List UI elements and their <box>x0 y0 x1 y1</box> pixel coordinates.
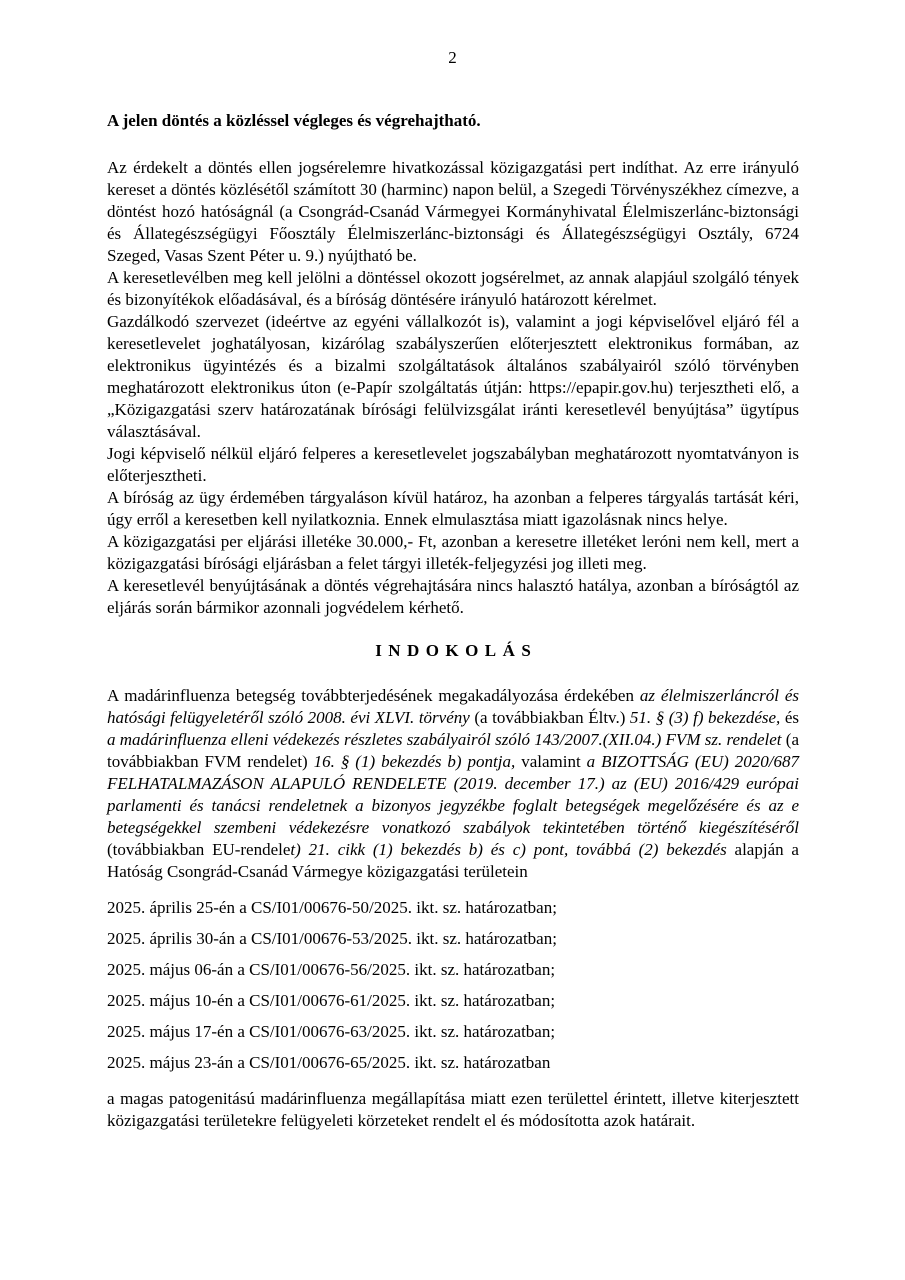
page-number: 2 <box>448 48 457 67</box>
decision-list-item: 2025. április 25-én a CS/I01/00676-50/2025. ikt. sz. határozatban; <box>107 898 557 917</box>
decision-list-item: 2025. május 17-én a CS/I01/00676-63/2025. ikt. sz. határozatban; <box>107 1022 556 1041</box>
legal-remedy-paragraph: A keresetlevélben meg kell jelölni a döntéssel okozott jogsérelmet, az annak alapjául szolgáló tények és bizonyítékok előadásával, és a bíróság döntésére irányuló határozott kérelmet. <box>107 268 799 309</box>
justification-intro <box>107 685 799 883</box>
decision-list <box>107 897 799 1074</box>
text-run: alapján a Hatóság Csongrád-Csanád Vármegye közigazgatási területein <box>107 840 799 881</box>
closing-paragraph: a magas patogenitású madárinfluenza megállapítása miatt ezen területtel érintett, illetve kiterjesztett közigazgatási területekre felügyeleti körzeteket rendelt el és módosította azok határait. <box>107 1089 799 1130</box>
text-run: (a továbbiakban Éltv.) <box>474 708 630 727</box>
text-run: 51. § (3) f) bekezdése, <box>629 708 785 727</box>
legal-remedy-paragraph: A bíróság az ügy érdemében tárgyaláson kívül határoz, ha azonban a felperes tárgyalás tartását kéri, úgy erről a keresetben kell nyilatkoznia. Ennek elmulasztása miatt igazolásnak nincs helye. <box>107 488 799 529</box>
text-run: A madárinfluenza betegség továbbterjedésének megakadályozása érdekében <box>107 686 640 705</box>
text-run: 16. § (1) bekezdés b) pontja, <box>313 752 522 771</box>
legal-remedy-paragraph: Az érdekelt a döntés ellen jogsérelemre hivatkozással közigazgatási pert indíthat. Az erre irányuló kereset a döntés közlésétől számított 30 (harminc) napon belül, a Szegedi Törvényszékhez címezve, a döntést hozó hatóságnál (a Csongrád-Csanád Vármegyei Kormányhivatal Élelmiszerlánc-biztonsági és Állategészségügyi Főosztály Élelmiszerlánc-biztonsági és Állategészségügyi Osztály, 6724 Szeged, Vasas Szent Péter u. 9.) nyújtható be. <box>107 158 799 265</box>
legal-remedy-paragraph: A közigazgatási per eljárási illetéke 30.000,- Ft, azonban a keresetre illetéket leróni nem kell, mert a közigazgatási bírósági eljárásban a felet tárgyi illeték-feljegyzési jog illeti meg. <box>107 532 799 573</box>
page-content <box>107 110 799 1132</box>
text-run: a madárinfluenza elleni védekezés részletes szabályairól szóló 143/2007.(XII.04.) FVM sz. rendelet <box>107 730 786 749</box>
text-run: a BIZOTTSÁG (EU) 2020/687 FELHATALMAZÁSON ALAPULÓ RENDELETE (2019. december 17.) az (EU) 2016/429 európai parlamenti és tanácsi rendeletnek a bizonyos jegyzékbe foglalt betegségek megelőzésére és az e betegségekkel szembeni védekezésre vonatkozó szabályok tekintetében történő kiegészítéséről <box>107 752 800 837</box>
finality-statement: A jelen döntés a közléssel végleges és végrehajtható. <box>107 111 481 130</box>
legal-remedy-paragraph: Gazdálkodó szervezet (ideértve az egyéni vállalkozót is), valamint a jogi képviselővel eljáró fél a keresetlevelet joghatályosan, kizárólag szabályszerűen előterjesztett elektronikus formában, az elektronikus ügyintézés és a bizalmi szolgáltatások általános szabályairól szóló törvényben meghatározott elektronikus úton (e-Papír szolgáltatás útján: https://epapir.gov.hu) terjesztheti elő, a „Közigazgatási szerv határozatának bírósági felülvizsgálat iránti keresetlevél benyújtása” ügytípus választásával. <box>107 312 799 441</box>
decision-list-item: 2025. május 06-án a CS/I01/00676-56/2025. ikt. sz. határozatban; <box>107 960 556 979</box>
text-run: t) 21. cikk (1) bekezdés b) és c) pont, továbbá (2) bekezdés <box>290 840 735 859</box>
legal-remedy-paragraph: Jogi képviselő nélkül eljáró felperes a keresetlevelet jogszabályban meghatározott nyomtatványon is előterjesztheti. <box>107 444 799 485</box>
legal-remedy-paragraph: A keresetlevél benyújtásának a döntés végrehajtására nincs halasztó hatálya, azonban a bíróságtól az eljárás során bármikor azonnali jogvédelem kérhető. <box>107 576 799 617</box>
legal-remedy-section <box>107 157 799 619</box>
justification-heading: INDOKOLÁS <box>375 641 538 660</box>
text-run: az élelmiszerláncról és hatósági felügyeletéről szóló 2008. évi XLVI. törvény <box>107 686 799 727</box>
decision-list-item: 2025. május 23-án a CS/I01/00676-65/2025. ikt. sz. határozatban <box>107 1053 551 1072</box>
text-run: (a továbbiakban FVM rendelet) <box>107 730 799 771</box>
text-run: (továbbiakban EU-rendele <box>107 840 291 859</box>
decision-list-item: 2025. május 10-én a CS/I01/00676-61/2025. ikt. sz. határozatban; <box>107 991 556 1010</box>
text-run: és <box>784 708 799 727</box>
text-run: valamint <box>521 752 587 771</box>
decision-list-item: 2025. április 30-án a CS/I01/00676-53/2025. ikt. sz. határozatban; <box>107 929 557 948</box>
